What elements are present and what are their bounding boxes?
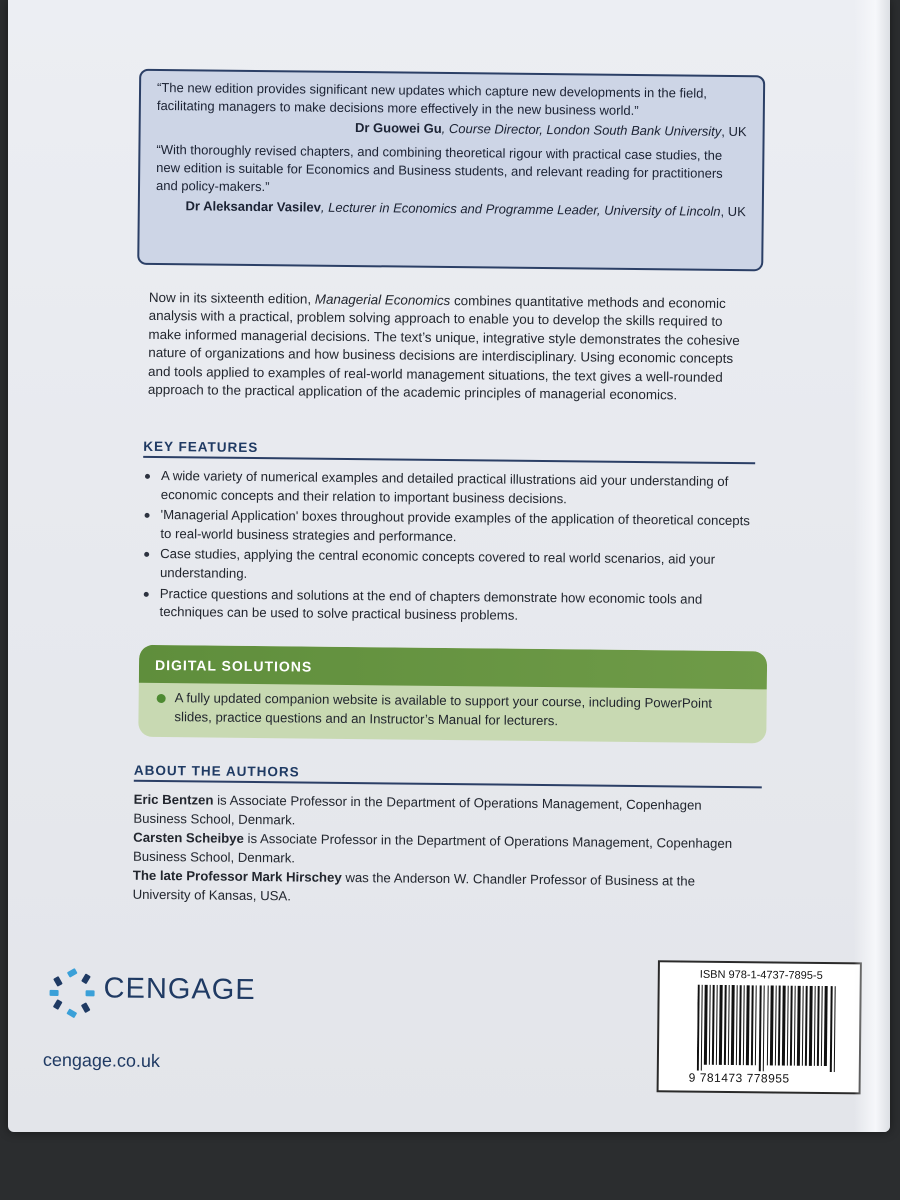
author-bio: was the Anderson W. Chandler Professor of Business at the University of Kansas, USA.	[132, 870, 696, 904]
feature-text: 'Managerial Application' boxes throughout provide examples of the application of theoretical concepts to real-world business strategies and performance.	[160, 507, 750, 544]
review-quotes-box	[137, 69, 765, 272]
authors-list	[133, 791, 754, 912]
feature-text: Practice questions and solutions at the end of chapters demonstrate how economic tools and techniques can be used to solve practical business problems.	[159, 585, 703, 623]
key-features-heading: KEY FEATURES	[143, 439, 755, 464]
author-name: Carsten Scheibye	[133, 829, 244, 847]
review-quote: “With thoroughly revised chapters, and combining theoretical rigour with practical case studies, the new edition is suitable for Economics and Business students, and relevant reading for practitioners and policy-makers.”	[155, 141, 723, 195]
author-entry	[133, 791, 753, 835]
author-name: The late Professor Mark Hirschey	[132, 868, 342, 886]
list-item	[140, 545, 756, 589]
cengage-logo-icon	[45, 966, 102, 1023]
key-features-list	[139, 467, 757, 630]
barcode-image	[697, 985, 838, 1072]
isbn-label: ISBN 978-1-4737-7895-5	[699, 968, 823, 982]
author-entry	[133, 829, 753, 873]
reviewer-role: , Course Director, London South Bank University	[441, 120, 722, 139]
reviewer-name: Dr Guowei Gu	[354, 120, 442, 136]
feature-text: Case studies, applying the central economic concepts covered to real world scenarios, aid your understanding.	[159, 546, 716, 581]
cengage-logo	[41, 964, 282, 1027]
digital-solutions-text: A fully updated companion website is available to support your course, including PowerPoint slides, practice questions and an Instructor’s Manual for lecturers.	[174, 690, 713, 728]
reviewer-country: , UK	[721, 123, 747, 140]
digital-solutions-body	[138, 683, 766, 733]
bullet-icon	[157, 694, 166, 703]
bullet-icon	[144, 552, 149, 557]
list-item	[141, 467, 757, 511]
cover-edge	[854, 0, 890, 1132]
book-description	[148, 289, 749, 406]
bullet-icon	[144, 591, 149, 596]
reviewer-name: Dr Aleksandar Vasilev	[185, 198, 322, 215]
digital-solutions-box	[138, 645, 767, 744]
list-item	[139, 584, 755, 628]
barcode-panel	[657, 960, 862, 1094]
author-bio: is Associate Professor in the Department of Operations Management, Copenhagen Business School, Denmark.	[132, 831, 733, 866]
logo-wordmark: CENGAGE	[103, 972, 256, 1007]
reviewer-role: , Lecturer in Economics and Programme Leader, University of Lincoln	[320, 199, 721, 219]
reviewer-country: , UK	[720, 203, 746, 220]
feature-text: A wide variety of numerical examples and detailed practical illustrations aid your understanding of economic concepts and their relation to important business decisions.	[160, 468, 729, 506]
barcode-number: 9 781473 778955	[688, 1070, 790, 1086]
author-bio: is Associate Professor in the Department of Operations Management, Copenhagen Business School, Denmark.	[133, 792, 702, 828]
bullet-icon	[145, 474, 150, 479]
description-text: Now in its sixteenth edition,	[148, 289, 315, 307]
list-item	[140, 506, 756, 550]
book-title: Managerial Economics	[314, 291, 451, 309]
author-entry	[133, 867, 753, 911]
review-citation	[156, 197, 746, 221]
author-name: Eric Bentzen	[133, 791, 214, 808]
description-text: combines quantitative methods and economic analysis with a practical, problem solving approach to enable you to develop the skills required to make informed managerial decisions. The text’s unique, integrative style demonstrates the cohesive nature of organizations and how business decisions are interdisciplinary. Using economic concepts and tools applied to examples of real-world management situations, the text gives a well-rounded approach to the practical application of the academic principles of managerial economics.	[147, 293, 740, 403]
publisher-url: cengage.co.uk	[42, 1049, 161, 1072]
book-back-cover	[8, 0, 890, 1132]
review-quote: “The new edition provides significant new updates which capture new developments in the field, facilitating managers to make decisions more effectively in the new business world.”	[156, 79, 708, 118]
bullet-icon	[145, 513, 150, 518]
about-authors-heading: ABOUT THE AUTHORS	[134, 763, 762, 789]
review-citation	[157, 117, 747, 141]
digital-solutions-heading: DIGITAL SOLUTIONS	[139, 645, 767, 690]
